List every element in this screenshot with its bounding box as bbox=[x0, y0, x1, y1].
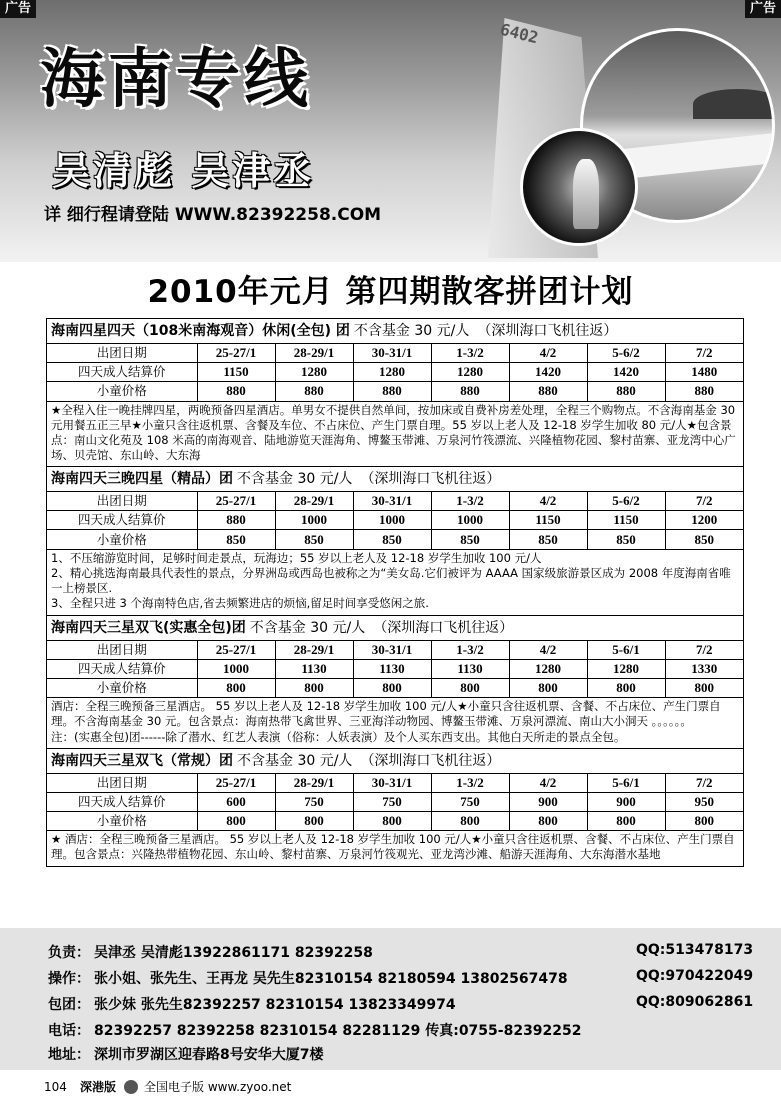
table-cell: 800 bbox=[665, 678, 743, 697]
note-line: 酒店：全程三晚预备三星酒店。 55 岁以上老人及 12-18 岁学生加收 100 元/人★小童只含往返机票、含餐、不占床位、产生门票自理。不含海南基金 30 元。包含景点：海南热带飞禽世界、三亚海洋动物园、博鳌玉带滩、万泉河漂流、南山大小洞天 。。。。。。 bbox=[51, 699, 721, 729]
child-price-row bbox=[47, 678, 743, 697]
table-cell: 1-3/2 bbox=[431, 492, 509, 511]
table-cell: 1280 bbox=[353, 363, 431, 382]
hero-website[interactable]: 详 细行程请登陆 WWW.82392258.COM bbox=[44, 205, 382, 225]
table-cell: 7/2 bbox=[665, 344, 743, 363]
plan-title: 2010年元月 第四期散客拼团计划 bbox=[147, 274, 634, 310]
tour-name: 海南四星四天（108米南海观音）休闲(全包) 团 bbox=[51, 323, 350, 339]
contact-block bbox=[0, 928, 781, 1070]
note-line: 2、精心挑选海南最具代表性的景点，分界洲岛或西岛也被称之为“美女岛.它们被评为 AAAA 国家级旅游景区成为 2008 年度海南省唯一上榜景区. bbox=[51, 566, 731, 596]
hero-banner bbox=[0, 0, 781, 262]
table-cell: 850 bbox=[509, 530, 587, 549]
contact-label: 地址： bbox=[48, 1047, 90, 1063]
table-cell: 30-31/1 bbox=[353, 492, 431, 511]
table-cell: 28-29/1 bbox=[275, 344, 353, 363]
tour-fee: 不含基金 30 元/人 bbox=[249, 619, 366, 636]
table-cell: 1130 bbox=[353, 659, 431, 678]
tour-section bbox=[47, 319, 743, 466]
child-price-row bbox=[47, 382, 743, 401]
hero-names: 吴清彪 吴津丞 bbox=[52, 149, 315, 193]
table-cell: 800 bbox=[197, 811, 275, 830]
contact-label: 操作： bbox=[48, 971, 90, 987]
price-table bbox=[47, 773, 743, 831]
table-cell: 7/2 bbox=[665, 773, 743, 792]
contact-row bbox=[48, 994, 754, 1014]
table-cell: 880 bbox=[587, 382, 665, 401]
row-label: 四天成人结算价 bbox=[47, 792, 197, 811]
tour-route: （深圳海口飞机往返） bbox=[360, 471, 501, 488]
table-cell: 1-3/2 bbox=[431, 344, 509, 363]
adult-price-row bbox=[47, 792, 743, 811]
hero-title: 海南专线 bbox=[40, 42, 312, 117]
contact-label: 负责： bbox=[48, 945, 90, 961]
contact-label: 电话： bbox=[48, 1023, 90, 1039]
row-label: 出团日期 bbox=[47, 344, 197, 363]
child-price-row bbox=[47, 811, 743, 830]
table-cell: 800 bbox=[353, 811, 431, 830]
table-cell: 4/2 bbox=[509, 773, 587, 792]
night-show-photo bbox=[520, 128, 638, 246]
note-line: 注：(实惠全包)团------除了潜水、红艺人表演（俗称：人妖表演）及个人买东西支出。其他白天所走的景点全包。 bbox=[51, 729, 626, 744]
table-cell: 800 bbox=[587, 811, 665, 830]
price-table bbox=[47, 640, 743, 698]
table-cell: 1480 bbox=[665, 363, 743, 382]
tour-notes bbox=[47, 830, 743, 865]
table-cell: 600 bbox=[197, 792, 275, 811]
table-cell: 4/2 bbox=[509, 492, 587, 511]
price-table bbox=[47, 343, 743, 401]
table-cell: 30-31/1 bbox=[353, 773, 431, 792]
tour-name: 海南四天三星双飞（常规）团 bbox=[51, 752, 233, 769]
note-line: 1、不压缩游览时间，足够时间走景点，玩海边；55 岁以上老人及 12-18 岁学生加收 100 元/人 bbox=[51, 550, 542, 565]
table-cell: 30-31/1 bbox=[353, 344, 431, 363]
tour-header bbox=[47, 749, 743, 773]
row-label: 四天成人结算价 bbox=[47, 511, 197, 530]
table-cell: 1280 bbox=[275, 363, 353, 382]
price-table bbox=[47, 491, 743, 549]
row-label: 四天成人结算价 bbox=[47, 363, 197, 382]
contact-row bbox=[48, 1020, 582, 1040]
table-cell: 1000 bbox=[353, 511, 431, 530]
table-cell: 880 bbox=[509, 382, 587, 401]
table-cell: 7/2 bbox=[665, 640, 743, 659]
table-cell: 850 bbox=[197, 530, 275, 549]
ad-label-left: 广告 bbox=[0, 0, 36, 18]
adult-price-row bbox=[47, 511, 743, 530]
table-cell: 25-27/1 bbox=[197, 640, 275, 659]
table-cell: 850 bbox=[353, 530, 431, 549]
ad-label-right: 广告 bbox=[745, 0, 781, 18]
tour-section bbox=[47, 748, 743, 866]
contact-text: 吴津丞 吴清彪13922861171 82392258 bbox=[94, 945, 373, 961]
table-cell: 750 bbox=[353, 792, 431, 811]
table-cell: 1330 bbox=[665, 659, 743, 678]
tour-fee: 不含基金 30 元/人 bbox=[237, 471, 353, 488]
table-cell: 4/2 bbox=[509, 640, 587, 659]
table-cell: 800 bbox=[509, 811, 587, 830]
tour-header bbox=[47, 616, 743, 640]
table-cell: 5-6/2 bbox=[587, 344, 665, 363]
table-cell: 1150 bbox=[509, 511, 587, 530]
page-footer bbox=[0, 1074, 781, 1100]
table-cell: 1280 bbox=[431, 363, 509, 382]
table-cell: 850 bbox=[587, 530, 665, 549]
tour-header bbox=[47, 319, 743, 343]
table-cell: 1130 bbox=[275, 659, 353, 678]
table-cell: 28-29/1 bbox=[275, 492, 353, 511]
contact-qq: QQ:809062861 bbox=[636, 994, 754, 1010]
table-cell: 28-29/1 bbox=[275, 640, 353, 659]
tour-route: （深圳海口飞机往返） bbox=[477, 323, 618, 339]
contact-row bbox=[48, 942, 754, 962]
adult-price-row bbox=[47, 363, 743, 382]
tour-section bbox=[47, 466, 743, 614]
table-cell: 750 bbox=[431, 792, 509, 811]
table-cell: 1200 bbox=[665, 511, 743, 530]
note-line: ★全程入住一晚挂牌四星，两晚预备四星酒店。单男女不提供自然单间，按加床或自费补房差处理，全程三个购物点。不含海南基金 30 元用餐五正三早★小童只含往返机票、含餐及车位、不占床位、产生门票自理。55 岁以上老人及 12-18 岁学生加收 80 元/人★包含景点：南山文化苑及 108 米高的南海观音、陆地游览天涯海角、博鳌玉带滩、万泉河竹筏漂流、兴隆植物花园、黎村苗寨、亚龙湾中心广场、贝壳馆、东山岭、大东海 bbox=[51, 402, 736, 463]
table-cell: 1150 bbox=[587, 511, 665, 530]
table-cell: 800 bbox=[275, 811, 353, 830]
contact-qq: QQ:970422049 bbox=[636, 968, 754, 984]
table-cell: 950 bbox=[665, 792, 743, 811]
table-cell: 1-3/2 bbox=[431, 640, 509, 659]
row-label: 小童价格 bbox=[47, 811, 197, 830]
table-cell: 30-31/1 bbox=[353, 640, 431, 659]
date-row bbox=[47, 344, 743, 363]
edition-label: 深港版 bbox=[80, 1080, 117, 1094]
table-cell: 1130 bbox=[431, 659, 509, 678]
row-label: 小童价格 bbox=[47, 678, 197, 697]
row-label: 出团日期 bbox=[47, 640, 197, 659]
sail-number: 6402 bbox=[498, 19, 541, 48]
table-cell: 800 bbox=[665, 811, 743, 830]
note-line: 3、全程只进 3 个海南特色店,省去频繁进店的烦恼,留足时间享受悠闲之旅. bbox=[51, 596, 429, 611]
contact-row bbox=[48, 968, 754, 988]
tour-name: 海南四天三晚四星（精品）团 bbox=[51, 471, 233, 488]
contact-row bbox=[48, 1044, 323, 1064]
table-cell: 850 bbox=[665, 530, 743, 549]
tour-route: （深圳海口飞机往返） bbox=[360, 752, 501, 769]
child-price-row bbox=[47, 530, 743, 549]
tour-list bbox=[46, 318, 744, 867]
table-cell: 880 bbox=[665, 382, 743, 401]
tour-name: 海南四天三星双飞(实惠全包)团 bbox=[51, 619, 246, 636]
site-link[interactable]: 全国电子版 www.zyoo.net bbox=[144, 1080, 292, 1094]
contact-label: 包团： bbox=[48, 997, 90, 1013]
tour-fee: 不含基金 30 元/人 bbox=[237, 752, 353, 769]
table-cell: 5-6/1 bbox=[587, 640, 665, 659]
table-cell: 1-3/2 bbox=[431, 773, 509, 792]
table-cell: 1000 bbox=[431, 511, 509, 530]
logo-icon bbox=[124, 1080, 138, 1094]
tour-notes bbox=[47, 697, 743, 748]
table-cell: 1280 bbox=[509, 659, 587, 678]
contact-qq: QQ:513478173 bbox=[636, 942, 754, 958]
date-row bbox=[47, 773, 743, 792]
tour-notes bbox=[47, 401, 743, 467]
row-label: 出团日期 bbox=[47, 773, 197, 792]
tour-notes bbox=[47, 549, 743, 615]
row-label: 小童价格 bbox=[47, 530, 197, 549]
table-cell: 1150 bbox=[197, 363, 275, 382]
row-label: 小童价格 bbox=[47, 382, 197, 401]
note-line: ★ 酒店：全程三晚预备三星酒店。 55 岁以上老人及 12-18 岁学生加收 100 元/人★小童只含往返机票、含餐、不占床位、产生门票自理。包含景点：兴隆热带植物花园、东山岭、黎村苗寨、万泉河竹筏观光、亚龙湾沙滩、船游天涯海角、大东海潜水基地 bbox=[51, 832, 735, 862]
table-cell: 900 bbox=[587, 792, 665, 811]
table-cell: 800 bbox=[197, 678, 275, 697]
contact-text: 张小姐、张先生、王再龙 吴先生82310154 82180594 13802567478 bbox=[94, 971, 568, 987]
table-cell: 7/2 bbox=[665, 492, 743, 511]
table-cell: 5-6/2 bbox=[587, 492, 665, 511]
table-cell: 800 bbox=[431, 678, 509, 697]
table-cell: 880 bbox=[197, 511, 275, 530]
row-label: 出团日期 bbox=[47, 492, 197, 511]
page-number: 104 bbox=[44, 1080, 67, 1094]
table-cell: 28-29/1 bbox=[275, 773, 353, 792]
table-cell: 880 bbox=[275, 382, 353, 401]
contact-text: 82392257 82392258 82310154 82281129 传真:0755-82392252 bbox=[94, 1023, 582, 1039]
tour-header bbox=[47, 467, 743, 491]
table-cell: 800 bbox=[353, 678, 431, 697]
table-cell: 800 bbox=[275, 678, 353, 697]
table-cell: 880 bbox=[431, 382, 509, 401]
table-cell: 850 bbox=[275, 530, 353, 549]
contact-text: 深圳市罗湖区迎春路8号安华大厦7楼 bbox=[94, 1047, 324, 1063]
date-row bbox=[47, 640, 743, 659]
table-cell: 1000 bbox=[197, 659, 275, 678]
table-cell: 880 bbox=[197, 382, 275, 401]
tour-fee: 不含基金 30 元/人 bbox=[353, 323, 470, 339]
table-cell: 800 bbox=[509, 678, 587, 697]
table-cell: 880 bbox=[353, 382, 431, 401]
table-cell: 750 bbox=[275, 792, 353, 811]
table-cell: 1420 bbox=[509, 363, 587, 382]
tour-route: （深圳海口飞机往返） bbox=[373, 619, 514, 636]
table-cell: 800 bbox=[587, 678, 665, 697]
table-cell: 25-27/1 bbox=[197, 492, 275, 511]
table-cell: 850 bbox=[431, 530, 509, 549]
contact-text: 张少妹 张先生82392257 82310154 13823349974 bbox=[94, 997, 456, 1013]
table-cell: 1280 bbox=[587, 659, 665, 678]
adult-price-row bbox=[47, 659, 743, 678]
table-cell: 25-27/1 bbox=[197, 773, 275, 792]
table-cell: 4/2 bbox=[509, 344, 587, 363]
table-cell: 800 bbox=[431, 811, 509, 830]
date-row bbox=[47, 492, 743, 511]
island-shape bbox=[693, 89, 775, 119]
tour-section bbox=[47, 615, 743, 748]
row-label: 四天成人结算价 bbox=[47, 659, 197, 678]
table-cell: 5-6/1 bbox=[587, 773, 665, 792]
table-cell: 900 bbox=[509, 792, 587, 811]
table-cell: 1420 bbox=[587, 363, 665, 382]
table-cell: 1000 bbox=[275, 511, 353, 530]
performer-shape bbox=[573, 159, 599, 229]
table-cell: 25-27/1 bbox=[197, 344, 275, 363]
